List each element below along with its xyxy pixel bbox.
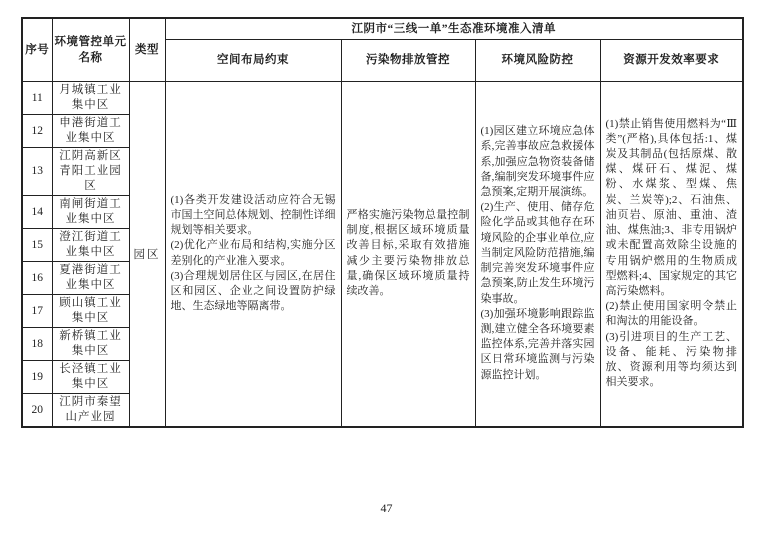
spatial-paragraph: (3)合理规划居住区与园区,在居住区和园区、企业之间设置防护绿地、生态绿地等隔离带。 [170, 269, 336, 313]
unit-name-cell: 江阴高新区青阳工业园区 [52, 147, 129, 195]
spatial-paragraph: (1)各类开发建设活动应符合无锡市国土空间总体规划、控制性详细规划等相关要求。 [170, 193, 336, 237]
resource-paragraph: (3)引进项目的生产工艺、设备、能耗、污染物排放、资源利用等均须达到相关要求。 [605, 330, 737, 389]
risk-paragraph: (1)园区建立环境应急体系,完善事故应急救援体系,加强应急物资装备储备,编制突发环境事件应急预案,定期开展演练。 [480, 125, 595, 199]
header-serial: 序号 [22, 18, 52, 81]
unit-name-cell: 澄江街道工业集中区 [52, 228, 129, 261]
unit-name-cell: 江阴市秦望山产业园 [52, 393, 129, 427]
type-cell: 园区 [129, 81, 165, 427]
serial-cell: 17 [22, 294, 52, 327]
risk-paragraph: (2)生产、使用、储存危险化学品或其他存在环境风险的企事业单位,应当制定风险防范措施,编制完善突发环境事件应急预案,防止发生环境污染事故。 [480, 201, 595, 305]
table-title: 江阴市“三线一单”生态准环境准入清单 [165, 18, 743, 39]
header-resource-efficiency: 资源开发效率要求 [600, 39, 743, 81]
serial-cell: 12 [22, 114, 52, 147]
serial-cell: 19 [22, 360, 52, 393]
unit-name-cell: 申港街道工业集中区 [52, 114, 129, 147]
header-spatial-layout: 空间布局约束 [165, 39, 341, 81]
serial-cell: 14 [22, 195, 52, 228]
risk-prevention-cell [475, 81, 600, 427]
resource-paragraph: (1)禁止销售使用燃料为“Ⅲ类”(严格),具体包括:1、煤炭及其制品(包括原煤、散煤、煤矸石、煤泥、煤粉、水煤浆、型煤、焦炭、兰炭等);2、石油焦、油页岩、原油、重油、渣油、煤焦油;3、非专用锅炉或未配置高效除尘设施的专用锅炉燃用的生物质成型燃料;4、国家规定的其它高污染燃料。 [605, 117, 737, 297]
risk-paragraph: (3)加强环境影响跟踪监测,建立健全各环境要素监控体系,完善并落实园区日常环境监测与污染源监控计划。 [480, 307, 595, 381]
header-unit-name: 环境管控单元名称 [52, 18, 129, 81]
unit-name-cell: 顾山镇工业集中区 [52, 294, 129, 327]
spatial-paragraph: (2)优化产业布局和结构,实施分区差别化的产业准入要求。 [170, 239, 336, 267]
page-number: 47 [380, 501, 393, 515]
serial-cell: 16 [22, 261, 52, 294]
unit-name-cell: 长泾镇工业集中区 [52, 360, 129, 393]
access-list-table [21, 17, 744, 428]
serial-cell: 15 [22, 228, 52, 261]
unit-name-cell: 夏港街道工业集中区 [52, 261, 129, 294]
header-pollutant-control: 污染物排放管控 [341, 39, 475, 81]
spatial-layout-cell [165, 81, 341, 427]
serial-cell: 13 [22, 147, 52, 195]
resource-efficiency-cell [600, 81, 743, 427]
pollutant-control-cell [341, 81, 475, 427]
serial-cell: 18 [22, 327, 52, 360]
serial-cell: 20 [22, 393, 52, 427]
table-header-row-title [22, 18, 743, 39]
serial-cell: 11 [22, 81, 52, 114]
header-risk-prevention: 环境风险防控 [475, 39, 600, 81]
pollutant-paragraph: 严格实施污染物总量控制制度,根据区域环境质量改善目标,采取有效措施减少主要污染物排放总量,确保区域环境质量持续改善。 [346, 208, 470, 297]
header-type: 类型 [129, 18, 165, 81]
unit-name-cell: 南闸街道工业集中区 [52, 195, 129, 228]
unit-name-cell: 新桥镇工业集中区 [52, 327, 129, 360]
resource-paragraph: (2)禁止使用国家明令禁止和淘汰的用能设备。 [605, 300, 737, 328]
table-row [22, 81, 743, 114]
unit-name-cell: 月城镇工业集中区 [52, 81, 129, 114]
